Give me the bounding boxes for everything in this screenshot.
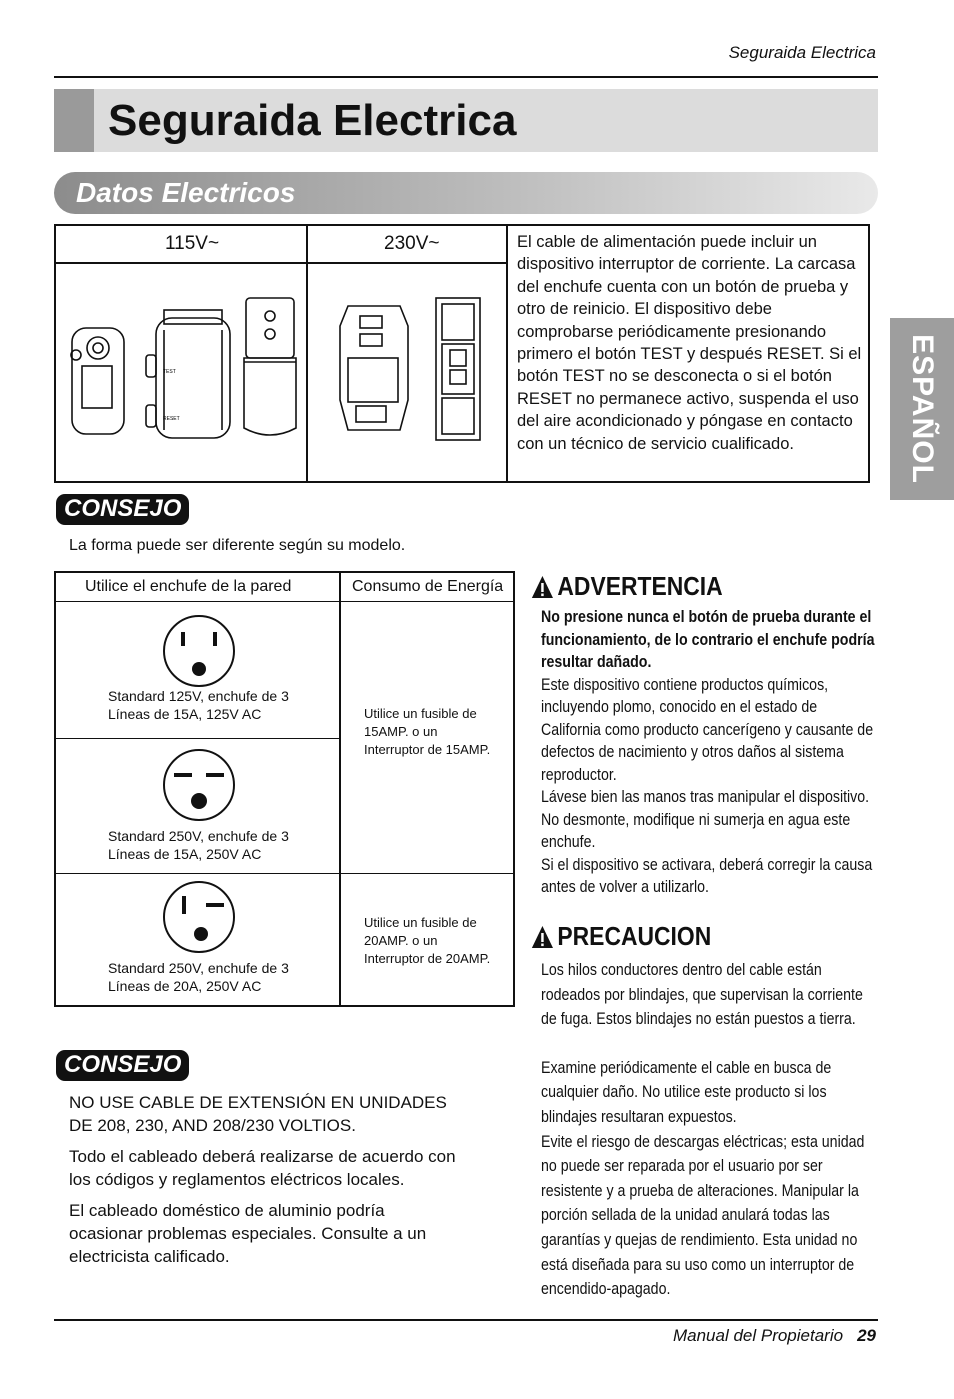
power-column-header: Consumo de Energía	[352, 578, 504, 595]
reset-label: RESET	[163, 416, 180, 422]
advertencia-body: No presione nunca el botón de prueba durante el funcionamiento, de lo contrario el enchufe podría resultar dañado. Este dispositivo contiene productos químicos, incluyendo plomo, conocido en el estado de California como producto cancerígeno y causante de defectos de nacimiento y otros daños al sistema reproductor. Lávese bien las manos tras manipular el dispositivo. No desmonte, modifique ni sumerja en agua este enchufe. Si el dispositivo se activara, deberá corregir la causa antes de volver a utilizarlo.	[541, 608, 875, 896]
language-tab-label: ESPAÑOL	[906, 334, 939, 484]
footer-rule	[54, 1319, 878, 1321]
outlet-caption: Standard 125V, enchufe de 3 Líneas de 15A, 125V AC	[108, 688, 289, 722]
advertencia-heading: ADVERTENCIA	[531, 571, 723, 602]
table-divider	[339, 571, 341, 1007]
fuse-20amp-note: Utilice un fusible de 20AMP. o un Interruptor de 20AMP.	[364, 915, 491, 966]
manual-name: Manual del Propietario	[672, 1326, 844, 1345]
outlet-125v-15a-icon	[162, 614, 236, 688]
table-divider	[54, 601, 515, 602]
outlet-caption: Standard 250V, enchufe de 3 Líneas de 15A, 250V AC	[108, 828, 289, 862]
title-accent-block	[54, 89, 94, 152]
table-divider	[54, 262, 507, 264]
precaucion-heading: PRECAUCION	[531, 921, 711, 952]
caution-triangle-icon	[531, 925, 554, 949]
header-rule	[54, 76, 878, 78]
page-number: 29	[857, 1326, 876, 1345]
outlet-250v-20a-icon	[162, 880, 236, 954]
table-divider	[54, 738, 341, 739]
warning-triangle-icon	[531, 575, 554, 599]
running-header: Seguraida Electrica	[728, 43, 876, 62]
page-title: Seguraida Electrica	[108, 96, 517, 145]
section-title: Datos Electricos	[76, 177, 296, 208]
outlet-caption: Standard 250V, enchufe de 3 Líneas de 20A, 250V AC	[108, 960, 289, 994]
fuse-15amp-note: Utilice un fusible de 15AMP. o un Interruptor de 15AMP.	[364, 706, 491, 757]
precaucion-body: Los hilos conductores dentro del cable están rodeados por blindajes, que supervisan la corriente de fuga. Estos blindajes no están puestos a tierra. Examine periódicamente el cable en busca de cualquier daño. No utilice este producto si los blindajes resultaran expuestos. Evite el riesgo de descargas eléctricas; esta unidad no puede ser reparada por el usuario por ser resistente y a prueba de alteraciones. Manipular la porción sellada de la unidad anulará todas las garantías y quejas de rendimiento. Esta unidad no está diseñada para su uso como un interruptor de encendido-apagado.	[541, 961, 865, 1299]
plug-115v-illustration	[60, 270, 304, 478]
plug-230v-illustration	[310, 270, 504, 478]
voltage-230-header: 230V~	[384, 233, 440, 254]
consejo-wiring-notes: NO USE CABLE DE EXTENSIÓN EN UNIDADES DE 208, 230, AND 208/230 VOLTIOS. Todo el cableado deberá realizarse de acuerdo con los códigos y reglamentos eléctricos locales. El cableado doméstico de aluminio podría ocasionar problemas especiales. Consulte a un electricista calificado.	[69, 1093, 456, 1266]
consejo-note: La forma puede ser diferente según su modelo.	[69, 537, 406, 554]
table-divider	[54, 873, 515, 874]
test-label: TEST	[163, 369, 176, 375]
consejo-badge: CONSEJO	[56, 1051, 189, 1079]
voltage-115-header: 115V~	[165, 233, 220, 254]
footer	[673, 1326, 876, 1346]
plug-description: El cable de alimentación puede incluir un dispositivo interruptor de corriente. La carcasa del enchufe cuenta con un botón de prueba y otro de reinicio. El dispositivo debe comprobarse periódicamente presionando primero el botón TEST y después RESET. Si el botón TEST no se desconecta o si el botón RESET no permanece activo, suspenda el uso del aire acondicionado y póngase en contacto con un técnico de servicio cualificado.	[517, 233, 862, 453]
outlet-column-header: Utilice el enchufe de la pared	[85, 578, 292, 595]
consejo-badge: CONSEJO	[56, 495, 189, 523]
outlet-250v-15a-icon	[162, 748, 236, 822]
